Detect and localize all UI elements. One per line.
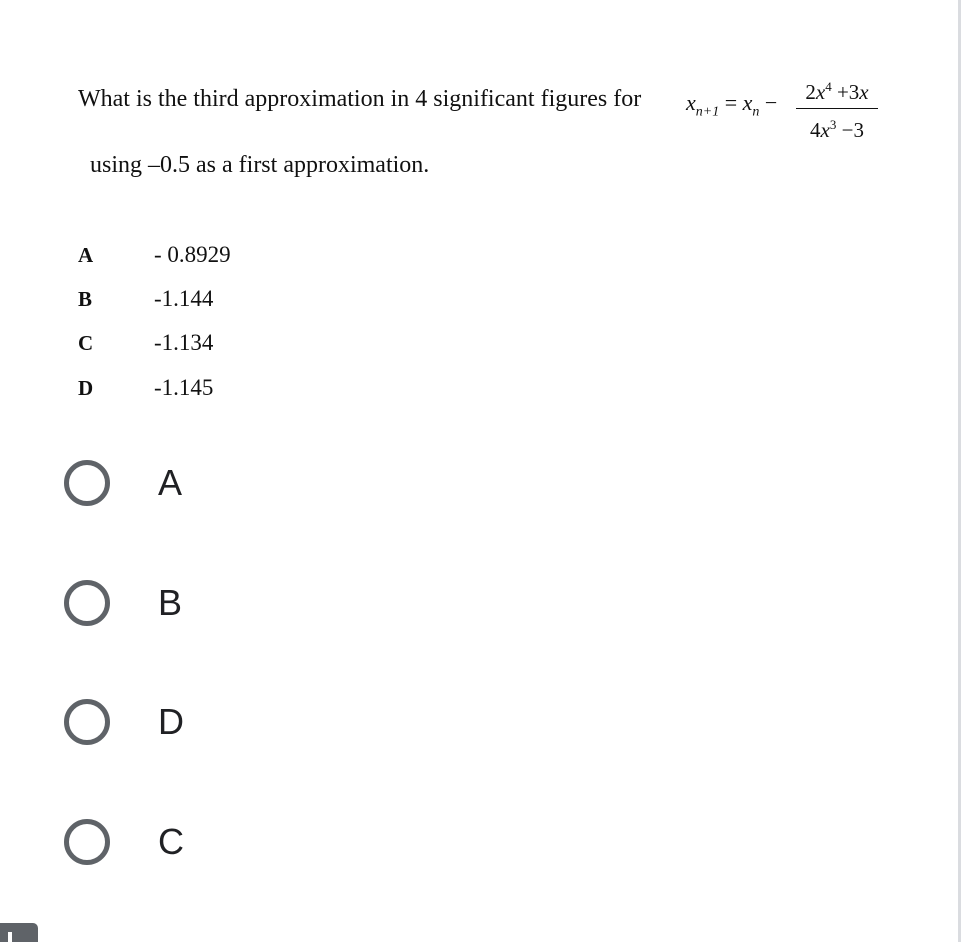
choice-letter: A	[78, 243, 94, 267]
den-term: −3	[841, 118, 864, 142]
radio-button[interactable]	[64, 819, 110, 865]
formula-lhs-sub: n+1	[695, 104, 720, 120]
fraction-bar	[796, 108, 878, 109]
bottom-corner-mark	[8, 932, 12, 942]
question-text: What is the third approximation in 4 significant figures for	[78, 86, 642, 112]
radio-option-a[interactable]	[64, 453, 182, 513]
radio-label[interactable]: D	[158, 701, 184, 742]
num-exp: 4	[825, 79, 832, 94]
radio-option-b[interactable]	[64, 573, 182, 633]
choice-a	[78, 242, 231, 268]
formula-fraction	[796, 72, 878, 145]
radio-option-d[interactable]	[64, 692, 184, 752]
choice-c	[78, 330, 213, 356]
formula-lhs	[686, 90, 777, 120]
formula-equals: =	[724, 90, 738, 115]
num-coef: 2	[805, 80, 816, 104]
formula-rhs-sub: n	[752, 104, 760, 120]
fraction-denominator	[796, 110, 878, 145]
radio-button[interactable]	[64, 699, 110, 745]
choice-d	[78, 375, 213, 401]
radio-button[interactable]	[64, 580, 110, 626]
choice-value: -1.144	[154, 286, 214, 311]
radio-label[interactable]: B	[158, 582, 183, 623]
num-var2: x	[859, 80, 869, 104]
formula-minus: −	[764, 90, 778, 115]
num-var: x	[815, 80, 826, 104]
choice-letter: D	[78, 376, 94, 400]
den-var: x	[820, 118, 830, 142]
choice-letter: B	[78, 287, 93, 311]
fraction-numerator	[796, 72, 878, 107]
radio-option-c[interactable]	[64, 812, 184, 872]
question-text-continued: using –0.5 as a first approximation.	[90, 152, 430, 178]
choice-b	[78, 286, 213, 312]
choice-value: -1.145	[154, 375, 214, 400]
radio-label[interactable]: C	[158, 821, 184, 862]
radio-label[interactable]: A	[158, 462, 183, 503]
den-coef: 4	[810, 118, 821, 142]
choice-value: - 0.8929	[154, 242, 231, 267]
den-exp: 3	[829, 117, 837, 132]
choice-letter: C	[78, 331, 94, 355]
choice-value: -1.134	[154, 330, 214, 355]
iteration-formula	[686, 72, 886, 142]
radio-button[interactable]	[64, 460, 110, 506]
num-term: +3	[836, 80, 860, 104]
formula-lhs-var: x	[686, 90, 696, 115]
formula-rhs-var: x	[742, 90, 753, 115]
bottom-corner-tab	[0, 923, 38, 942]
